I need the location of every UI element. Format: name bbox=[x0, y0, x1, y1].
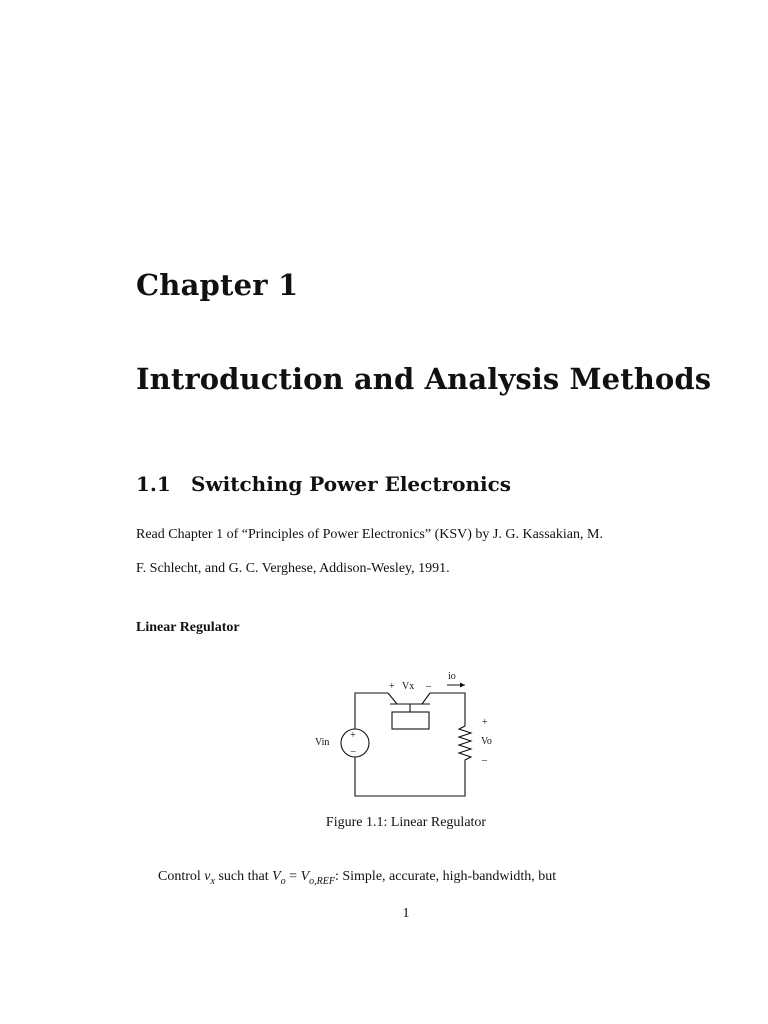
vx-variable: v bbox=[204, 869, 211, 884]
body-suffix: : Simple, accurate, high-bandwidth, but bbox=[334, 869, 557, 884]
figure-caption: Figure 1.1: Linear Regulator bbox=[325, 815, 487, 830]
section-title: Switching Power Electronics bbox=[191, 472, 512, 496]
io-label: io bbox=[448, 671, 456, 682]
source-plus-label: + bbox=[350, 730, 356, 741]
vo-label: Vo bbox=[481, 736, 492, 747]
subsection-heading: Linear Regulator bbox=[136, 620, 240, 635]
vref-variable: V bbox=[300, 869, 310, 884]
vo-minus-label: – bbox=[482, 755, 487, 766]
paragraph-line-1: Read Chapter 1 of “Principles of Power Electronics” (KSV) by J. G. Kassakian, M. bbox=[136, 527, 603, 542]
section-heading bbox=[136, 472, 511, 496]
chapter-label: Chapter 1 bbox=[136, 268, 299, 302]
vo-subscript: o bbox=[280, 875, 286, 887]
chapter-title: Introduction and Analysis Methods bbox=[136, 362, 712, 396]
linear-regulator-circuit-diagram bbox=[300, 665, 520, 805]
vx-label: Vx bbox=[402, 681, 415, 692]
vin-label: Vin bbox=[315, 737, 330, 748]
vx-subscript: x bbox=[210, 875, 215, 887]
vx-minus-label: – bbox=[426, 681, 431, 692]
page-number: 1 bbox=[402, 906, 410, 921]
source-minus-label: – bbox=[350, 746, 356, 757]
resistor-symbol bbox=[459, 722, 471, 765]
equals-sign: = bbox=[289, 869, 298, 884]
body-prefix: Control bbox=[158, 869, 201, 884]
vref-subscript: o,REF bbox=[309, 875, 335, 887]
paragraph-line-2: F. Schlecht, and G. C. Verghese, Addison-Wesley, 1991. bbox=[136, 561, 450, 576]
body-mid: such that bbox=[218, 869, 269, 884]
vo-variable: V bbox=[272, 869, 281, 884]
circuit-wires bbox=[355, 693, 465, 796]
body-text-line bbox=[158, 869, 556, 887]
vo-plus-label: + bbox=[482, 717, 488, 728]
vx-plus-label: + bbox=[389, 681, 395, 692]
current-arrow-head bbox=[460, 683, 465, 688]
section-number: 1.1 bbox=[136, 472, 171, 496]
